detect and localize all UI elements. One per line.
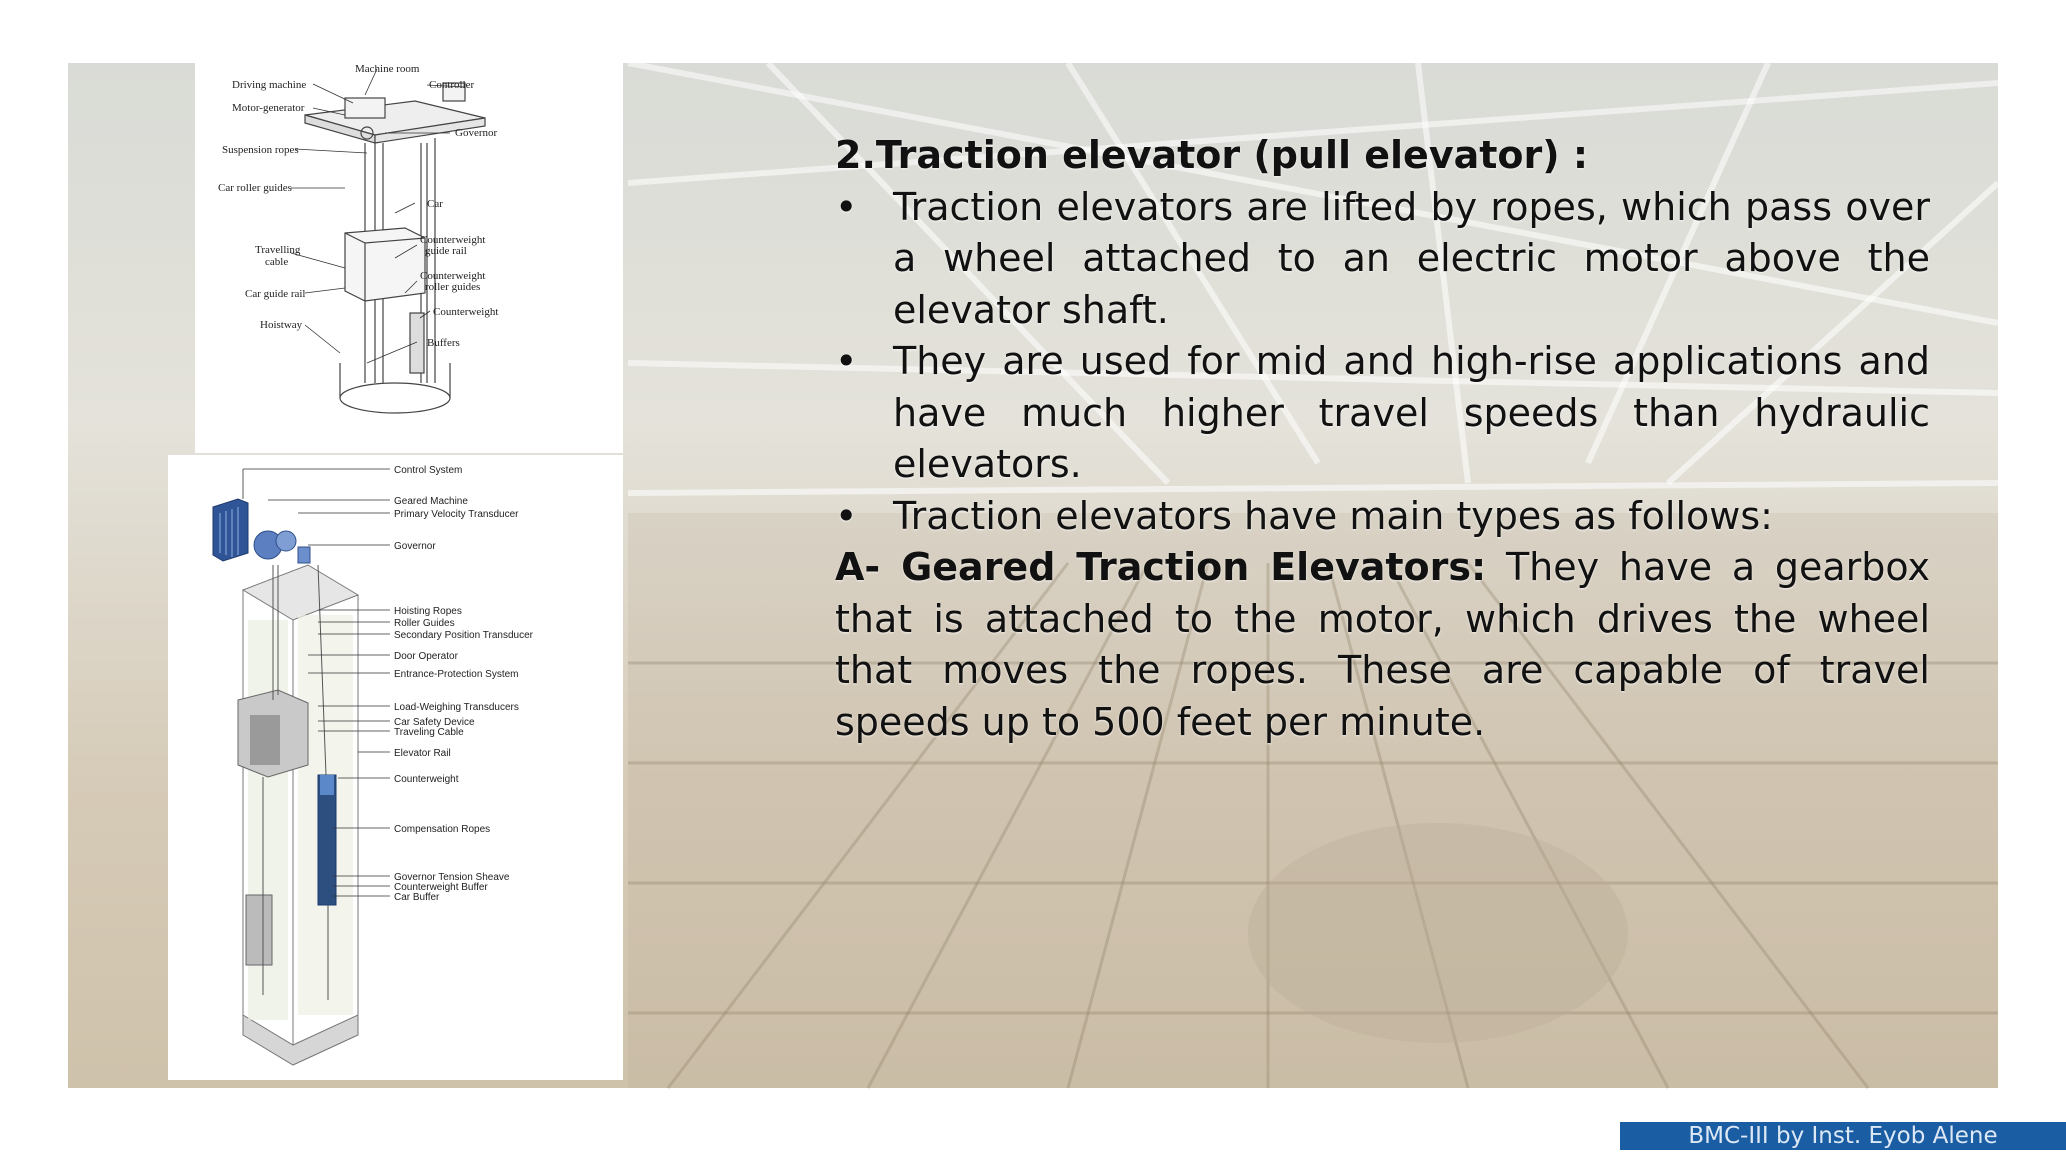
label-compensation-ropes: Compensation Ropes <box>394 824 491 835</box>
list-item <box>835 491 1930 543</box>
elevator-line-diagram <box>195 63 623 453</box>
label-car-roller-guides: Car roller guides <box>218 182 292 194</box>
label-load-weighing-transducers: Load-Weighing Transducers <box>394 702 519 713</box>
label-travelling-cable-1: Travelling <box>255 244 301 256</box>
label-governor-2: Governor <box>394 541 436 552</box>
bullet-icon: • <box>835 184 858 229</box>
footer-credit: BMC-III by Inst. Eyob Alene <box>1620 1122 2066 1150</box>
label-controller: Controller <box>429 79 475 91</box>
bullet-text: They are used for mid and high-rise applications and have much higher travel speeds than hydraulic elevators. <box>893 339 1930 486</box>
list-item <box>835 182 1930 337</box>
label-roller-guides: Roller Guides <box>394 618 455 629</box>
label-cw-guide-rail-1: Counterweight <box>420 234 486 246</box>
label-cw-roller-guides-2: roller guides <box>425 281 481 293</box>
slide-content <box>835 130 1930 748</box>
label-control-system: Control System <box>394 465 463 476</box>
bullet-icon: • <box>835 339 858 383</box>
label-cw-guide-rail-2: guide rail <box>425 245 467 257</box>
label-buffers: Buffers <box>427 337 460 349</box>
heading-text: Traction elevator (pull elevator) : <box>875 133 1589 177</box>
label-car: Car <box>427 198 443 210</box>
label-cw-roller-guides-1: Counterweight <box>420 270 486 282</box>
label-governor-tension-sheave: Governor Tension Sheave <box>394 872 510 883</box>
label-counterweight-buffer: Counterweight Buffer <box>394 882 488 893</box>
label-counterweight: Counterweight <box>433 306 499 318</box>
label-hoistway: Hoistway <box>260 319 303 331</box>
label-governor: Governor <box>455 127 498 139</box>
label-door-operator: Door Operator <box>394 651 458 662</box>
label-suspension-ropes: Suspension ropes <box>222 144 299 156</box>
label-geared-machine: Geared Machine <box>394 496 468 507</box>
list-item <box>835 336 1930 491</box>
geared-title: A- Geared Traction Elevators: <box>835 545 1487 589</box>
bullet-icon: • <box>835 493 858 538</box>
label-counterweight-2: Counterweight <box>394 774 459 785</box>
geared-elevator-cutaway-diagram <box>168 455 623 1080</box>
bullet-list <box>835 182 1930 543</box>
label-entrance-protection-system: Entrance-Protection System <box>394 669 519 680</box>
label-travelling-cable-2: cable <box>265 256 289 268</box>
label-hoisting-ropes: Hoisting Ropes <box>394 606 462 617</box>
bullet-text: Traction elevators are lifted by ropes, which pass over a wheel attached to an electric motor above the elevator shaft. <box>893 184 1930 332</box>
label-machine-room: Machine room <box>355 63 420 75</box>
geared-paragraph <box>835 542 1930 748</box>
geared-text: They have a gearbox that is attached to the motor, which drives the wheel that moves the ropes. These are capable of travel speeds up to 500 feet per minute. <box>835 545 1930 744</box>
label-driving-machine: Driving machine <box>232 79 307 91</box>
label-motor-generator: Motor-generator <box>232 102 305 114</box>
slide-heading <box>835 130 1930 182</box>
label-car-guide-rail: Car guide rail <box>245 288 306 300</box>
label-primary-velocity-transducer: Primary Velocity Transducer <box>394 509 519 520</box>
label-secondary-position-transducer: Secondary Position Transducer <box>394 630 533 641</box>
bullet-text: Traction elevators have main types as follows: <box>893 493 1773 538</box>
label-traveling-cable: Traveling Cable <box>394 727 464 738</box>
label-elevator-rail: Elevator Rail <box>394 748 451 759</box>
label-car-safety-device: Car Safety Device <box>394 717 475 728</box>
heading-number: 2. <box>835 133 876 177</box>
label-car-buffer: Car Buffer <box>394 892 440 903</box>
